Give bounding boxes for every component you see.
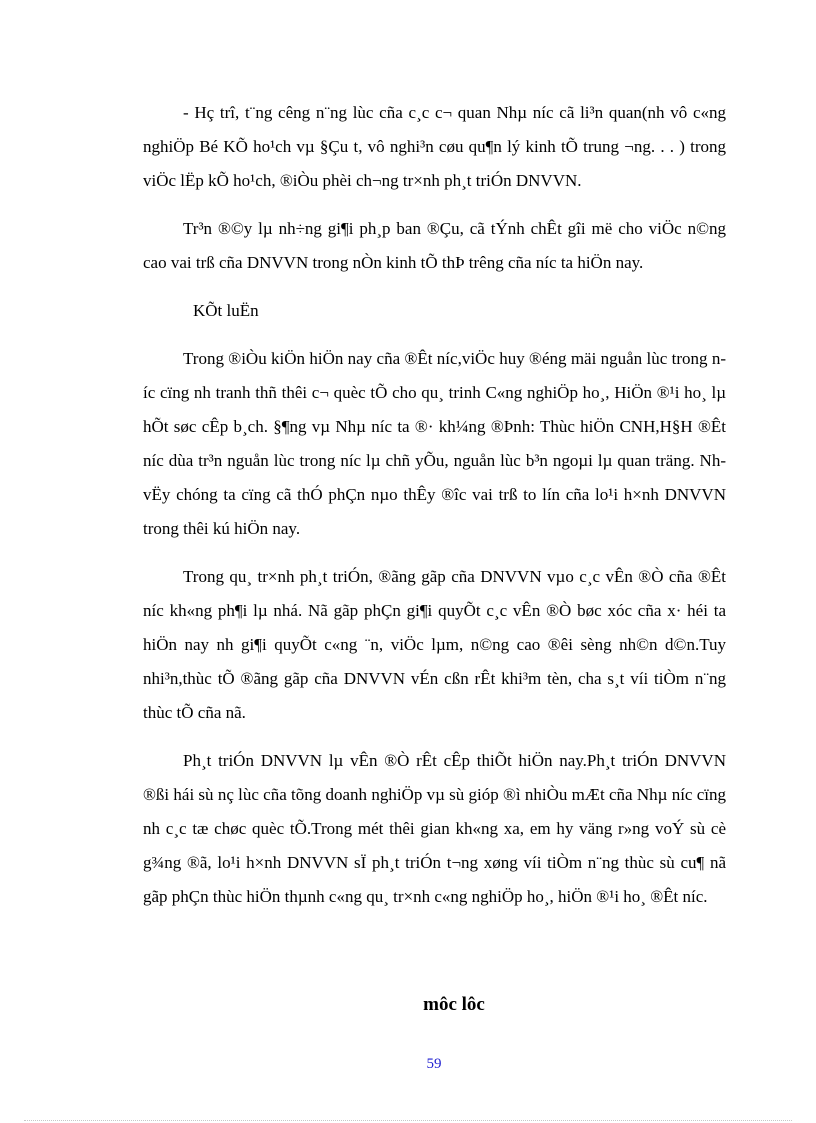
body-text [143, 96, 726, 928]
conclusion-heading: KÕt luËn [193, 301, 259, 320]
page-number: 59 [426, 1056, 442, 1072]
table-of-contents-title: môc lôc [423, 994, 485, 1015]
paragraph-initial-solutions: Tr³n ®©y lµ nh÷ng gi¶i ph¸p ban ®Çu, cã tÝnh chÊt gîi më cho viÖc n©ng cao vai trß cña DNVVN trong nÒn kinh tÕ thÞ trêng cña níc ta hiÖn nay. [143, 219, 726, 272]
footer-divider [24, 1120, 792, 1121]
paragraph-conclusion-3: Ph¸t triÓn DNVVN lµ vÊn ®Ò rÊt cÊp thiÕt hiÖn nay.Ph¸t triÓn DNVVN ®ßi hái sù nç lùc cña tõng doanh nghiÖp vµ sù gióp ®ì nhiÒu mÆt cña Nhµ níc cïng nh c¸c tæ chøc quèc tÕ.Trong mét thêi gian kh«ng xa, em hy väng r»ng voÝ sù cè g¾ng ®ã, lo¹i h×nh DNVVN sÏ ph¸t triÓn t¬ng xøng víi tiÒm n¨ng thùc sù cu¶ nã gãp phÇn thùc hiÖn thµnh c«ng qu¸ tr×nh c«ng nghiÖp ho¸, hiÖn ®¹i ho¸ ®Êt níc. [143, 751, 726, 906]
paragraph-conclusion-2: Trong qu¸ tr×nh ph¸t triÓn, ®ãng gãp cña DNVVN vµo c¸c vÊn ®Ò cña ®Êt níc kh«ng ph¶i lµ nhá. Nã gãp phÇn gi¶i quyÕt c¸c vÊn ®Ò bøc xóc cña x· héi ta hiÖn nay nh gi¶i quyÕt c«ng ¨n, viÖc lµm, n©ng cao ®êi sèng nh©n d©n.Tuy nhi³n,thùc tÕ ®ãng gãp cña DNVVN vÉn cßn rÊt khi³m tèn, cha s¸t víi tiÒm n¨ng thùc tÕ cña nã. [143, 567, 726, 722]
paragraph-conclusion-1: Trong ®iÒu kiÖn hiÖn nay cña ®Êt níc,viÖc huy ®éng mäi nguån lùc trong níc cïng nh tranh thñ thêi c¬ quèc tÕ cho qu¸ trinh C«ng nghiÖp ho¸, HiÖn ®¹i ho¸ lµ hÕt søc cÊp b¸ch. §¶ng vµ Nhµ níc ta ®· kh¼ng ®Þnh: Thùc hiÖn CNH,H§H ®Êt níc dùa tr³n nguån lùc trong níc lµ chñ yÕu, nguån lùc b³n ngoµi lµ quan träng. Nh vËy chóng ta cïng cã thÓ phÇn nµo thÊy ®îc vai trß to lín cña lo¹i h×nh DNVVN trong thêi kú hiÖn nay. [143, 349, 726, 538]
paragraph-support-agencies: - Hç trî, t¨ng cêng n¨ng lùc cña c¸c c¬ quan Nhµ níc cã li³n quan(nh vô c«ng nghiÖp Bé KÕ ho¹ch vµ §Çu t, vô nghi³n cøu qu¶n lý kinh tÕ trung ¬ng. . . ) trong viÖc lËp kÕ ho¹ch, ®iÒu phèi ch¬ng tr×nh ph¸t triÓn DNVVN. [143, 103, 726, 190]
